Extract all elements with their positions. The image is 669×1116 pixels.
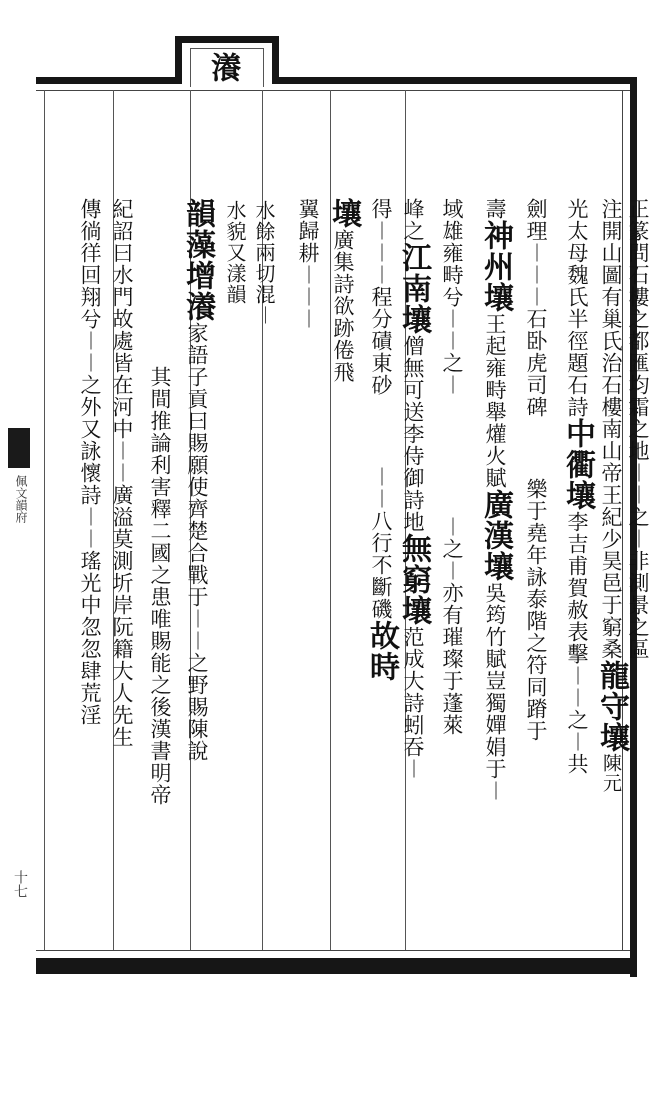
header-tab-top-border bbox=[175, 36, 279, 43]
column-text: 得︱︱︱程分磧東砂 bbox=[369, 198, 393, 396]
entry-headword: 龍守壤 bbox=[594, 660, 629, 753]
column-text: 廣集詩欲跡倦飛 bbox=[331, 229, 355, 383]
column-text: 峰之 bbox=[401, 198, 425, 242]
text-column-16 bbox=[48, 98, 132, 948]
head-rhyme-character: 瀁 bbox=[205, 52, 240, 82]
header-tab-left-border bbox=[175, 36, 182, 84]
column-text: 壽 bbox=[483, 198, 507, 220]
entry-headword: 廣漢壤 bbox=[478, 489, 513, 582]
entry-headword: 中衢壤 bbox=[560, 418, 595, 511]
column-text: 翼歸耕︱︱︱ bbox=[296, 198, 320, 330]
entry-headword: 無窮壤 bbox=[396, 533, 431, 626]
column-text: 傳徜徉回翔兮︱︱之外又詠懷詩︱︱瑤光中忽忽肆荒淫 bbox=[78, 198, 102, 726]
frame-top-border-right bbox=[272, 77, 637, 84]
header-tab-right-border bbox=[272, 36, 279, 84]
margin-strip bbox=[0, 90, 34, 950]
column-text: 陳元 bbox=[600, 753, 622, 793]
column-text: ︱︱八行不斷磯 bbox=[369, 466, 393, 620]
column-text: 注開山圖有巢氏治石樓南山帝王紀少昊邑于窮桑 bbox=[599, 198, 623, 660]
entry-headword: 壤 bbox=[326, 198, 361, 229]
column-text: 李吉甫賀赦表擊︱︱之︱共 bbox=[565, 511, 589, 775]
frame-top-border bbox=[36, 77, 182, 84]
column-text: 王起雍畤舉爟火賦 bbox=[483, 313, 507, 489]
column-text: 吳筠竹賦豈獨嬋娟于︱ bbox=[483, 582, 507, 802]
column-text: 水貌又漾韻 bbox=[223, 200, 247, 305]
column-divider bbox=[44, 90, 45, 950]
column-text: 劍理︱︱︱石卧虎司碑 bbox=[524, 198, 548, 418]
column-text: 水餘兩切混︱ bbox=[252, 200, 276, 326]
column-text: 光太母魏氏半徑題石詩 bbox=[565, 198, 589, 418]
column-text: 域雄雍畤兮︱︱之︱ bbox=[440, 198, 464, 396]
column-text: 其間推論利害釋二國之患唯賜能之後漢書明帝 bbox=[148, 366, 172, 806]
entry-headword: 江南壤 bbox=[396, 242, 431, 335]
margin-page-number: 十七 bbox=[12, 870, 28, 898]
column-text: 紀詔曰水門故處皆在河中︱︱廣溢莫測圻岸阮籍大人先生 bbox=[110, 198, 134, 748]
column-text: 僧無可送李侍御詩地 bbox=[401, 335, 425, 533]
entry-headword: 神州壤 bbox=[478, 220, 513, 313]
column-text: 范成大詩蚓吞︱ bbox=[401, 626, 425, 780]
margin-book-title: 佩文韻府 bbox=[14, 475, 28, 523]
entry-headword: 故時 bbox=[364, 620, 399, 682]
section-heading: 韻藻增瀁 bbox=[180, 198, 215, 322]
inner-top-rule bbox=[36, 90, 630, 91]
column-text: 家語子貢曰賜願使齊楚合戰于︱︱之野賜陳說 bbox=[185, 322, 209, 762]
column-text: 樂于堯年詠泰階之符同蹐于 bbox=[524, 478, 548, 742]
column-text: 正篆問石樓之都匯均霜之地︱︱之︱非測景之區 bbox=[626, 198, 650, 660]
margin-fishtail-mark bbox=[8, 428, 30, 468]
column-text: ︱之︱亦有璀璨于蓬萊 bbox=[440, 516, 464, 736]
